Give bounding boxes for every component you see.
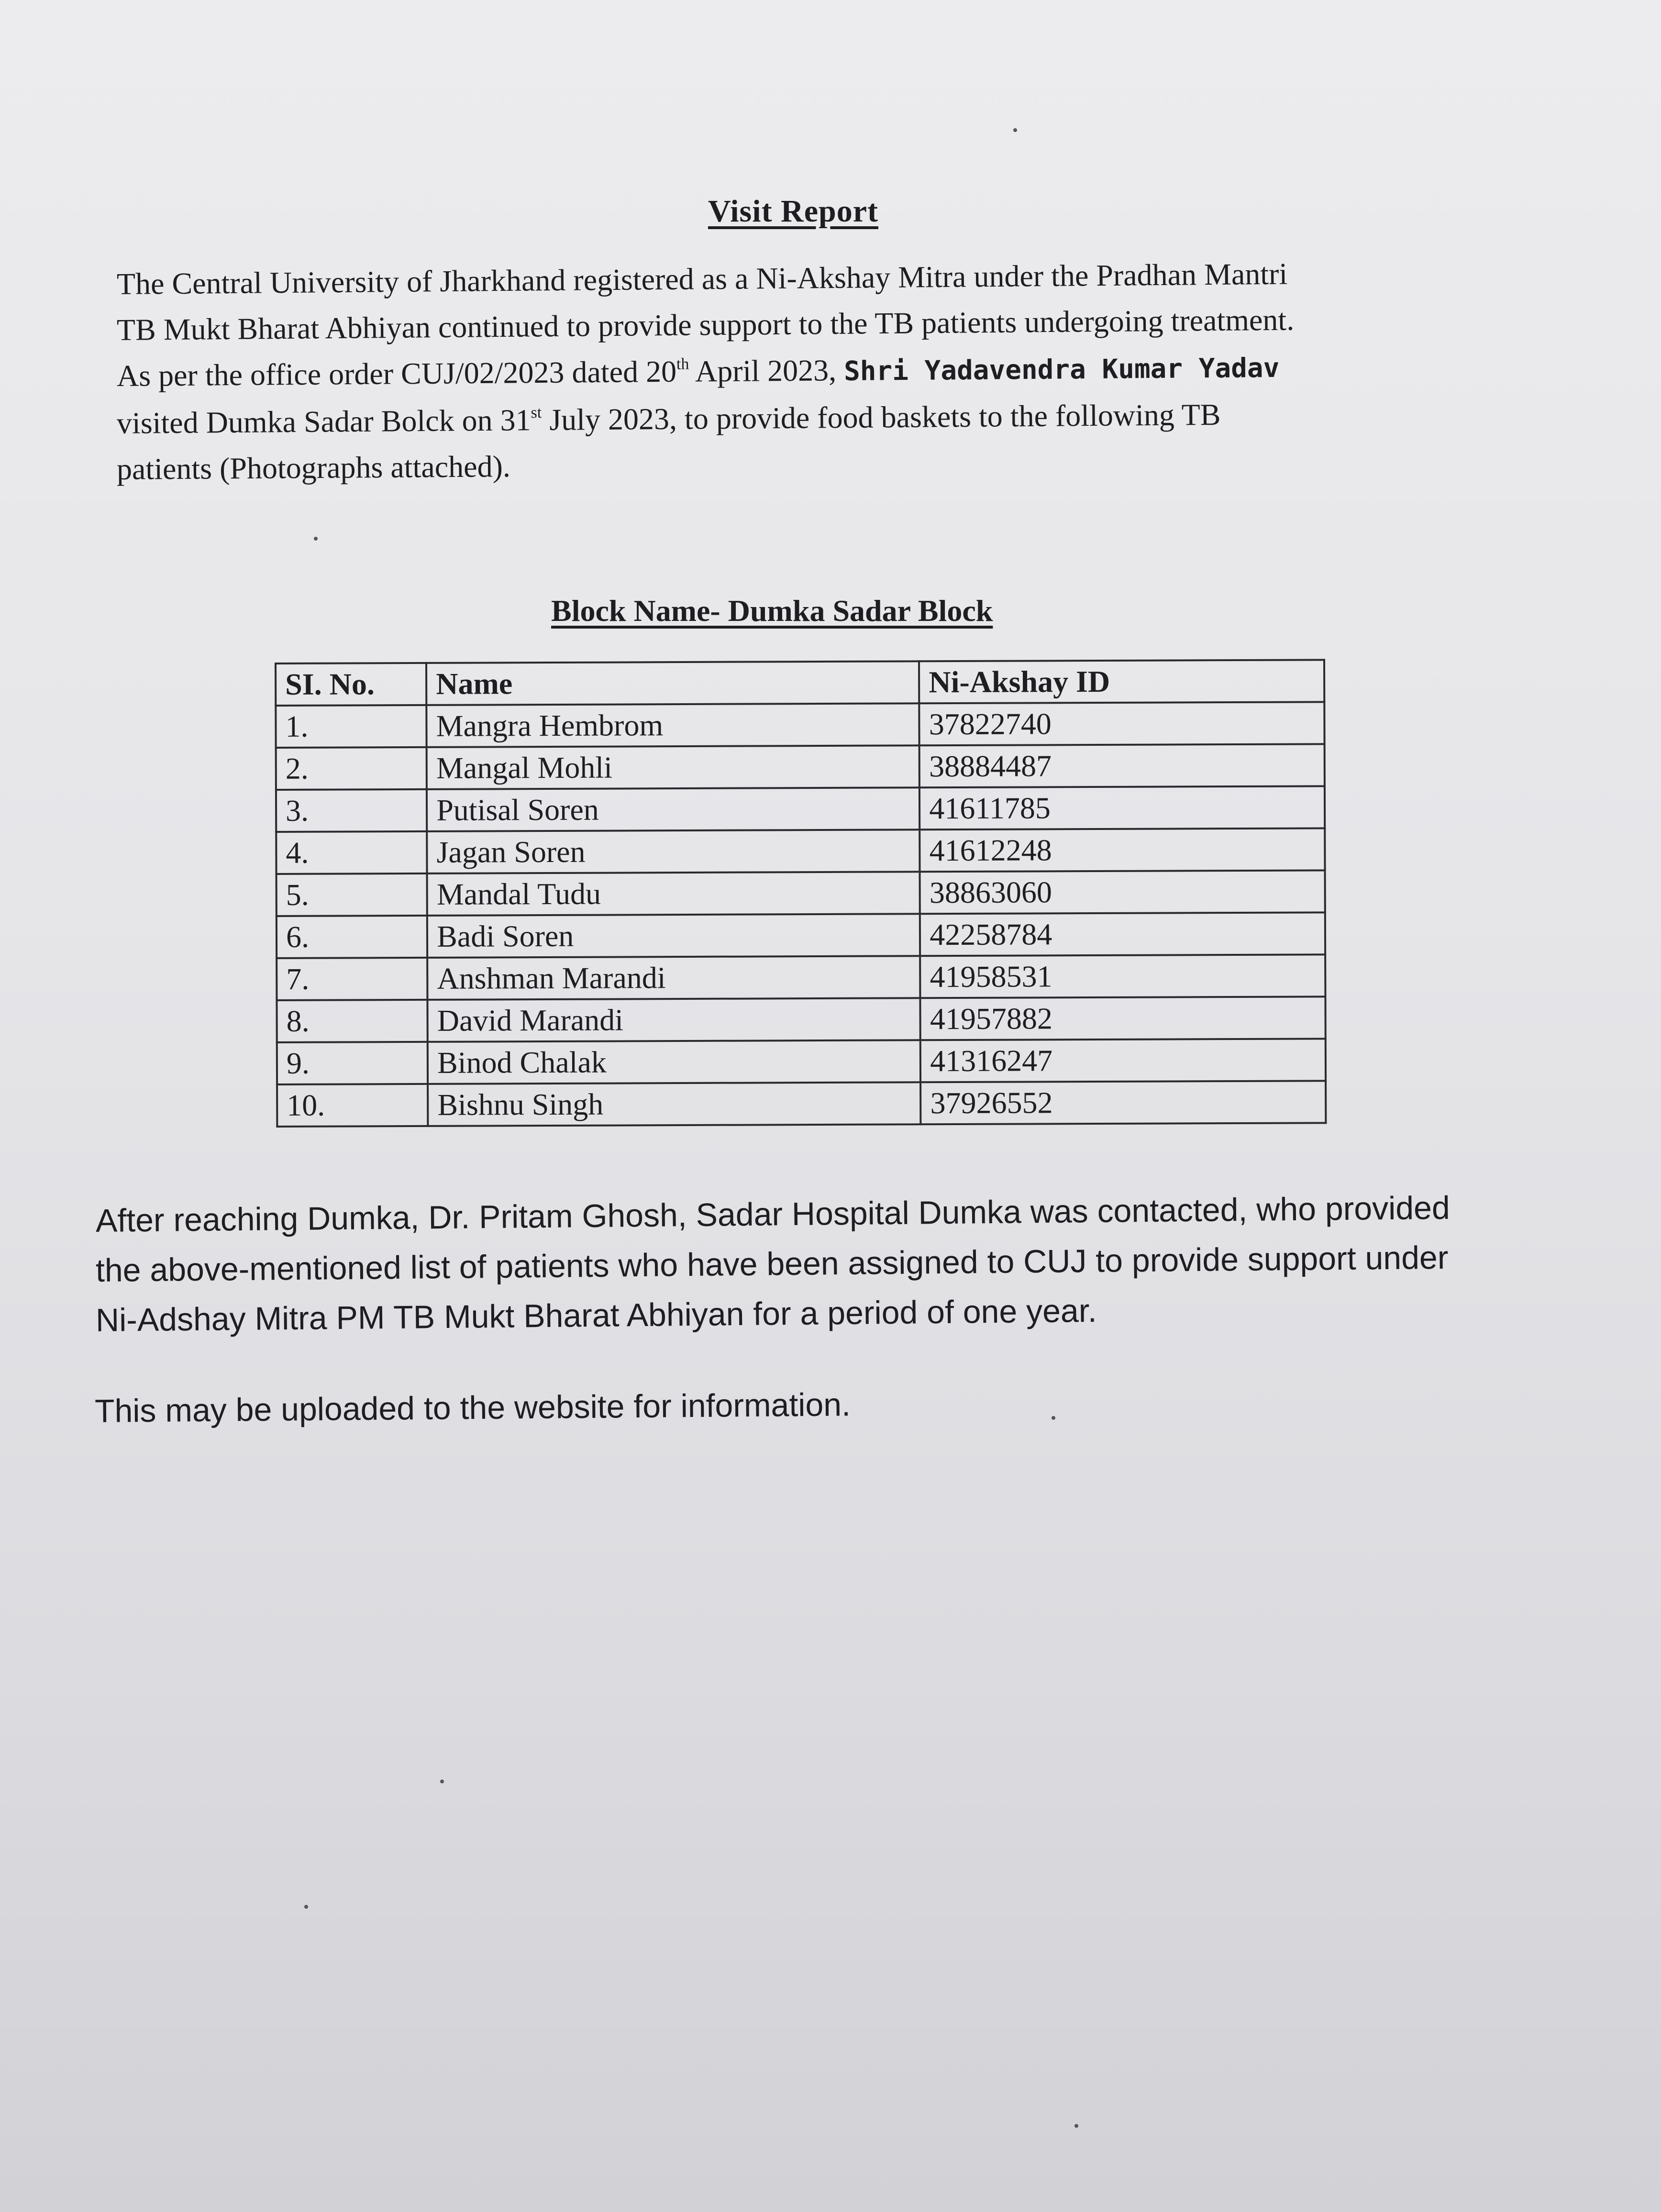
cell-ni-akshay-id: 41958531 — [920, 954, 1325, 998]
cell-sl-no: 6. — [277, 916, 427, 958]
intro-line-3-text-b: April 2023, — [689, 353, 844, 388]
closing-paragraph — [95, 1189, 1531, 1345]
cell-name: Badi Soren — [427, 914, 920, 958]
table-row — [276, 786, 1325, 832]
cell-name: Jagan Soren — [427, 830, 919, 874]
cell-name: Mangra Hembrom — [426, 703, 919, 747]
cell-ni-akshay-id: 41316247 — [920, 1039, 1326, 1082]
cell-sl-no: 9. — [277, 1042, 428, 1084]
cell-ni-akshay-id: 37822740 — [919, 702, 1325, 745]
cell-sl-no: 2. — [276, 747, 427, 790]
cell-name: Mandal Tudu — [427, 872, 920, 916]
header-name: Name — [426, 661, 919, 705]
table-row — [277, 954, 1325, 1000]
block-name-heading: Block Name- Dumka Sadar Block — [551, 594, 993, 628]
paper-speck — [1074, 2124, 1078, 2128]
cell-ni-akshay-id: 38884487 — [919, 744, 1325, 787]
report-title: Visit Report — [708, 194, 878, 229]
cell-ni-akshay-id: 38863060 — [920, 870, 1325, 914]
cell-sl-no: 4. — [276, 831, 427, 874]
intro-line-4-text-a: visited Dumka Sadar Bolck on 31 — [116, 403, 531, 440]
closing-line-1: After reaching Dumka, Dr. Pritam Ghosh, Sadar Hospital Dumka was contacted, who provided — [95, 1189, 1451, 1239]
table-row — [276, 702, 1324, 748]
cell-name: Putisal Soren — [427, 787, 919, 831]
cell-sl-no: 8. — [277, 1000, 427, 1042]
cell-sl-no: 1. — [276, 705, 426, 748]
intro-line-1: The Central University of Jharkhand registered as a Ni-Akshay Mitra under the Pradhan Mantri — [116, 256, 1288, 301]
patient-table — [275, 659, 1327, 1128]
cell-name: Bishnu Singh — [428, 1082, 920, 1126]
table-row — [276, 744, 1325, 790]
closing-line-2: the above-mentioned list of patients who have been assigned to CUJ to provide support under — [95, 1239, 1449, 1289]
cell-sl-no: 7. — [277, 958, 427, 1000]
closing-line-3: Ni-Adshay Mitra PM TB Mukt Bharat Abhiyan for a period of one year. — [95, 1292, 1097, 1338]
visitor-name: Shri Yadavendra Kumar Yadav — [843, 352, 1280, 387]
paper-speck — [1052, 1416, 1055, 1420]
header-sl-no: SI. No. — [276, 663, 426, 706]
cell-sl-no: 10. — [277, 1084, 428, 1127]
header-ni-akshay-id: Ni-Akshay ID — [919, 660, 1324, 703]
table-row — [277, 1039, 1326, 1084]
cell-name: Binod Chalak — [428, 1040, 920, 1084]
intro-line-4-text-b: July 2023, to provide food baskets to the following TB — [542, 397, 1221, 437]
cell-name: Mangal Mohli — [427, 745, 919, 789]
cell-ni-akshay-id: 41957882 — [920, 996, 1326, 1040]
paper-speck — [1013, 128, 1017, 132]
cell-ni-akshay-id: 41611785 — [919, 786, 1325, 830]
cell-sl-no: 5. — [277, 874, 427, 916]
cell-name: David Marandi — [428, 998, 920, 1042]
paper-speck — [440, 1780, 444, 1783]
footer-note: This may be uploaded to the website for information. — [94, 1386, 851, 1429]
intro-line-3-superscript: th — [676, 355, 689, 373]
intro-line-3-text-a: As per the office order CUJ/02/2023 dated 20 — [116, 354, 677, 393]
table-row — [277, 996, 1325, 1042]
intro-line-5: patients (Photographs attached). — [116, 449, 511, 486]
cell-name: Anshman Marandi — [427, 956, 920, 1000]
intro-line-2: TB Mukt Bharat Abhiyan continued to provide support to the TB patients undergoing treatment. — [116, 302, 1295, 347]
cell-ni-akshay-id: 42258784 — [920, 912, 1325, 956]
table-header-row — [276, 660, 1324, 706]
cell-ni-akshay-id: 37926552 — [920, 1081, 1326, 1124]
cell-sl-no: 3. — [276, 789, 427, 832]
cell-ni-akshay-id: 41612248 — [920, 828, 1325, 872]
intro-paragraph — [116, 256, 1495, 492]
paper-speck — [304, 1905, 308, 1909]
table-row — [277, 870, 1325, 916]
table-row — [276, 828, 1325, 874]
table-row — [277, 1081, 1326, 1127]
intro-line-4-superscript: st — [531, 404, 542, 422]
table-row — [277, 912, 1325, 958]
paper-speck — [314, 537, 318, 541]
